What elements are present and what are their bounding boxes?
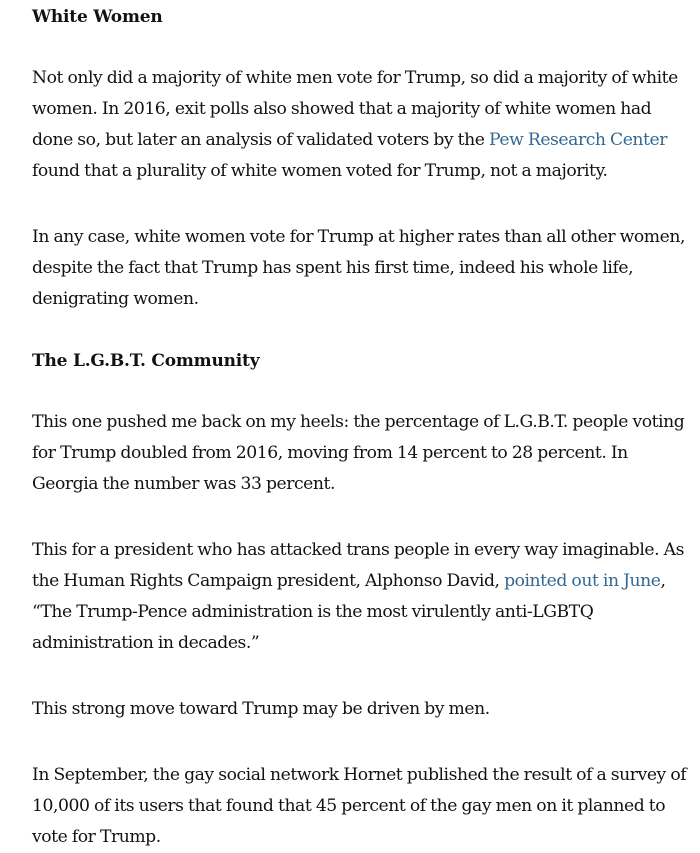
paragraph-text: found that a plurality of white women voted for Trump, not a majority. [32,161,608,181]
paragraph: In September, the gay social network Hornet published the result of a survey of 10,000 of its users that found that 45 percent of the gay men on it planned to vote for Trump. [32,765,687,847]
paragraph-text: Not only did a majority of white men vote for Trump, so did a majority of white women. In 2016, exit polls also showed that a majority of white women had done so, but later an analysis of validated voters by the [32,68,678,150]
paragraph: This strong move toward Trump may be driven by men. [32,699,490,719]
paragraph-text: This for a president who has attacked trans people in every way imaginable. As the Human Rights Campaign president, Alphonso David, [32,540,684,591]
paragraph-text: , “The Trump-Pence administration is the most virulently anti-LGBTQ administration in decades.” [32,571,666,653]
paragraph [32,535,696,659]
paragraph: In any case, white women vote for Trump at higher rates than all other women, despite the fact that Trump has spent his first time, indeed his whole life, denigrating women. [32,227,685,309]
section-heading-lgbt-community: The L.G.B.T. Community [32,351,260,371]
pointed-out-in-june-link[interactable]: pointed out in June [504,571,661,591]
paragraph [32,63,696,187]
section-heading-white-women: White Women [32,7,163,27]
pew-research-center-link[interactable]: Pew Research Center [489,130,668,150]
article-body [32,0,696,853]
paragraph: This one pushed me back on my heels: the percentage of L.G.B.T. people voting for Trump doubled from 2016, moving from 14 percent to 28 percent. In Georgia the number was 33 percent. [32,412,685,494]
